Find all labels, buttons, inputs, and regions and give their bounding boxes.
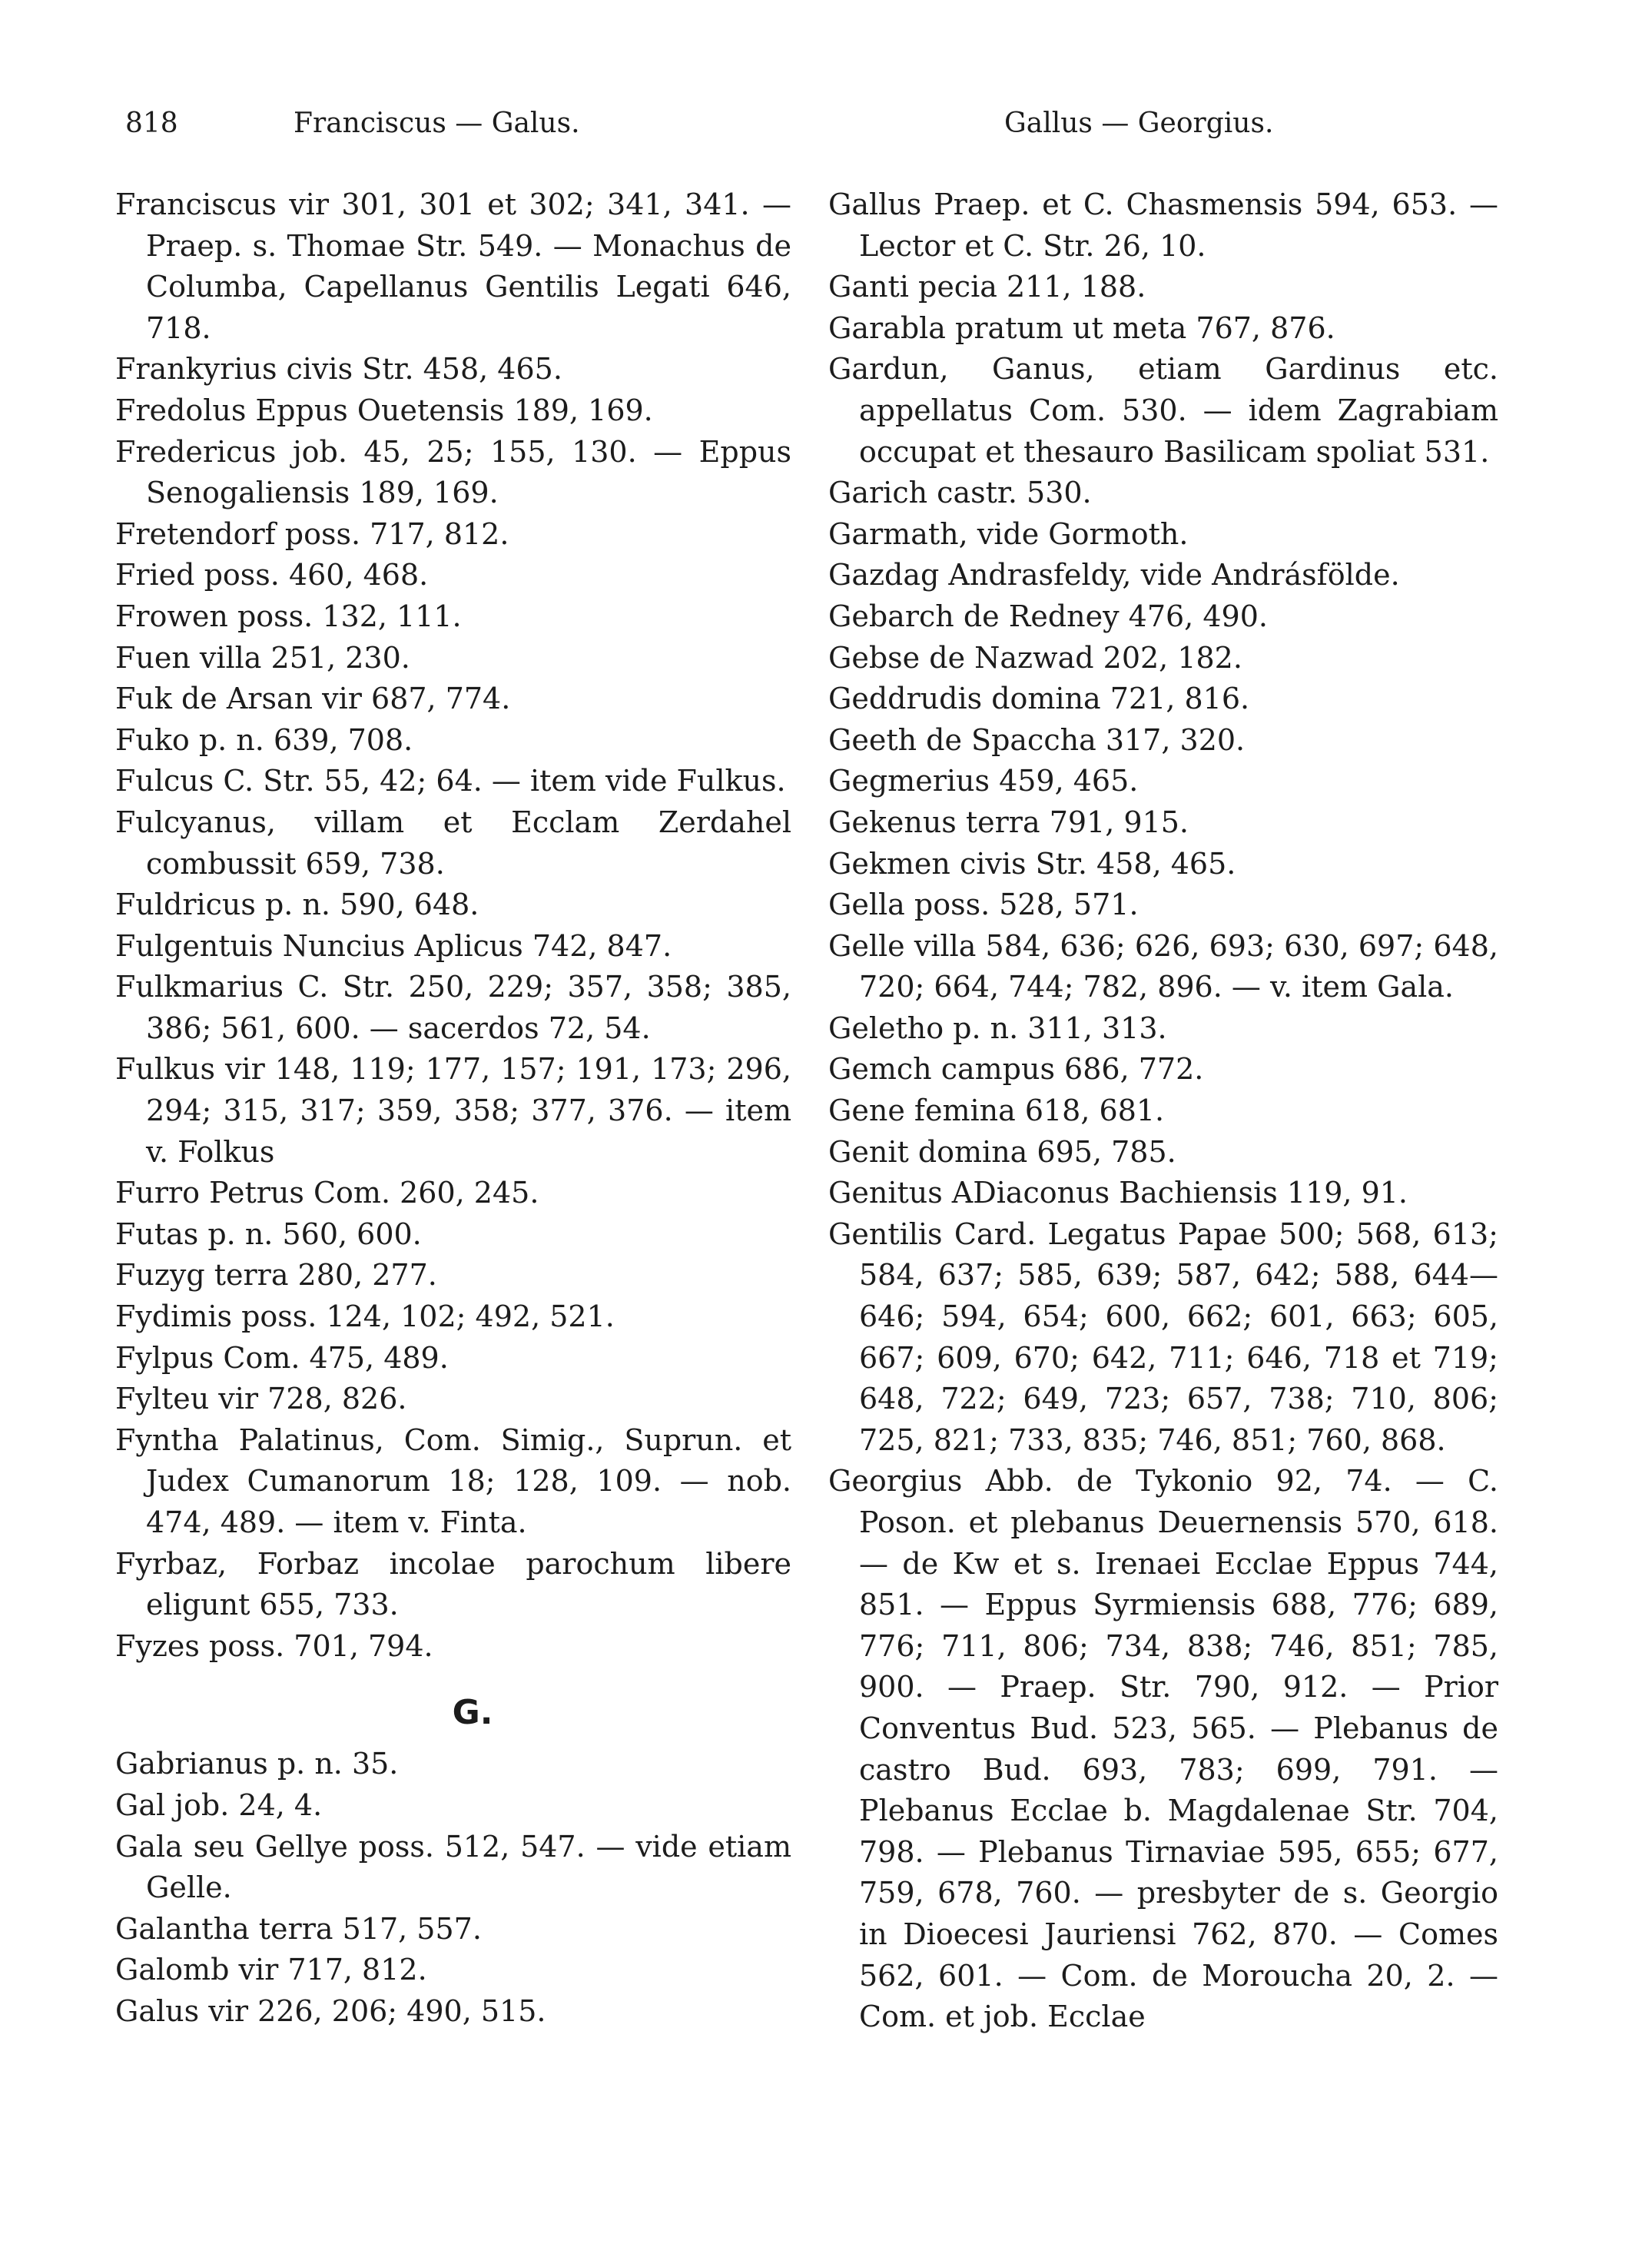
index-entry: Fulkus vir 148, 119; 177, 157; 191, 173; 296, 294; 315, 317; 359, 358; 377, 376. — item v. Folkus xyxy=(115,1052,791,1169)
section-letter-heading: G. xyxy=(452,1693,493,1733)
index-entry: Fuen villa 251, 230. xyxy=(115,640,410,675)
index-entry: Frankyrius civis Str. 458, 465. xyxy=(115,352,562,387)
index-entry: Fyrbaz, Forbaz incolae parochum libere eligunt 655, 733. xyxy=(115,1546,791,1622)
index-entry: Fredolus Eppus Ouetensis 189, 169. xyxy=(115,393,653,427)
left-column xyxy=(115,184,791,2033)
index-entry: Genitus ADiaconus Bachiensis 119, 91. xyxy=(828,1176,1408,1210)
index-entry: Gabrianus p. n. 35. xyxy=(115,1747,399,1781)
index-entry: Geddrudis domina 721, 816. xyxy=(828,682,1250,716)
index-entry: Gelle villa 584, 636; 626, 693; 630, 697; 648, 720; 664, 744; 782, 896. — v. item Gala. xyxy=(828,928,1498,1004)
index-entry: Georgius Abb. de Tykonio 92, 74. — C. Poson. et plebanus Deuernensis 570, 618. — de Kw et s. Irenaei Ecclae Eppus 744, 851. — Eppus Syrmiensis 688, 776; 689, 776; 711, 806; 734, 838; 746, 851; 785, 900. — Praep. Str. 790, 912. — Prior Conventus Bud. 523, 565. — Plebanus de castro Bud. 693, 783; 699, 791. — Plebanus Ecclae b. Magdalenae Str. 704, 798. — Plebanus Tirnaviae 595, 655; 677, 759, 678, 760. — presbyter de s. Georgio in Dioecesi Jauriensi 762, 870. — Comes 562, 601. — Com. de Moroucha 20, 2. — Com. et job. Ecclae xyxy=(828,1464,1498,2034)
right-entries xyxy=(828,184,1498,2038)
index-entry: Garabla pratum ut meta 767, 876. xyxy=(828,310,1335,345)
index-entry: Fuzyg terra 280, 277. xyxy=(115,1258,437,1293)
index-entry: Gazdag Andrasfeldy, vide Andrásfölde. xyxy=(828,558,1400,592)
index-entry: Gegmerius 459, 465. xyxy=(828,764,1139,798)
index-entry: Galomb vir 717, 812. xyxy=(115,1953,427,1987)
index-entry: Fuldricus p. n. 590, 648. xyxy=(115,888,479,922)
index-entry: Franciscus vir 301, 301 et 302; 341, 341. — Praep. s. Thomae Str. 549. — Monachus de Columba, Capellanus Gentilis Legati 646, 718. xyxy=(115,188,791,345)
index-entry: Fuk de Arsan vir 687, 774. xyxy=(115,682,511,716)
index-entry: Gekmen civis Str. 458, 465. xyxy=(828,846,1236,881)
index-entry: Furro Petrus Com. 260, 245. xyxy=(115,1176,539,1210)
index-entry: Fulgentuis Nuncius Aplicus 742, 847. xyxy=(115,928,672,963)
index-entry: Futas p. n. 560, 600. xyxy=(115,1216,422,1251)
left-entries-g xyxy=(115,1744,791,2032)
index-entry: Gentilis Card. Legatus Papae 500; 568, 613; 584, 637; 585, 639; 587, 642; 588, 644—646; 594, 654; 600, 662; 601, 663; 605, 667; 609, 670; 642, 711; 646, 718 et 719; 648, 722; 649, 723; 657, 738; 710, 806; 725, 821; 733, 835; 746, 851; 760, 868. xyxy=(828,1216,1498,1457)
index-entry: Fredericus job. 45, 25; 155, 130. — Eppus Senogaliensis 189, 169. xyxy=(115,434,791,510)
right-column xyxy=(828,184,1498,2038)
index-entry: Garich castr. 530. xyxy=(828,476,1092,510)
index-entry: Frowen poss. 132, 111. xyxy=(115,599,462,633)
index-entry: Gekenus terra 791, 915. xyxy=(828,805,1189,839)
index-entry: Gebse de Nazwad 202, 182. xyxy=(828,640,1242,675)
index-entry: Fuko p. n. 639, 708. xyxy=(115,722,413,757)
index-entry: Genit domina 695, 785. xyxy=(828,1134,1176,1169)
index-entry: Fyntha Palatinus, Com. Simig., Suprun. et Judex Cumanorum 18; 128, 109. — nob. 474, 489. — item v. Finta. xyxy=(115,1422,791,1539)
page-number: 818 xyxy=(125,108,178,139)
index-entry: Gardun, Ganus, etiam Gardinus etc. appellatus Com. 530. — idem Zagrabiam occupat et thesauro Basilicam spoliat 531. xyxy=(828,352,1498,469)
index-entry: Fried poss. 460, 468. xyxy=(115,558,429,592)
index-entry: Gene femina 618, 681. xyxy=(828,1094,1165,1128)
index-entry: Ganti pecia 211, 188. xyxy=(828,270,1146,304)
index-entry: Gal job. 24, 4. xyxy=(115,1787,323,1822)
left-entries-f xyxy=(115,184,791,1667)
index-entry: Fretendorf poss. 717, 812. xyxy=(115,516,509,551)
index-entry: Fylpus Com. 475, 489. xyxy=(115,1340,449,1375)
index-entry: Gemch campus 686, 772. xyxy=(828,1052,1204,1087)
index-entry: Galantha terra 517, 557. xyxy=(115,1911,482,1946)
index-entry: Gala seu Gellye poss. 512, 547. — vide etiam Gelle. xyxy=(115,1829,791,1905)
index-entry: Geeth de Spaccha 317, 320. xyxy=(828,722,1246,757)
index-entry: Geletho p. n. 311, 313. xyxy=(828,1011,1167,1045)
index-entry: Galus vir 226, 206; 490, 515. xyxy=(115,1993,546,2028)
index-entry: Fulkmarius C. Str. 250, 229; 357, 358; 385, 386; 561, 600. — sacerdos 72, 54. xyxy=(115,970,791,1045)
index-entry: Fulcus C. Str. 55, 42; 64. — item vide Fulkus. xyxy=(115,764,786,798)
index-entry: Fulcyanus, villam et Ecclam Zerdahel combussit 659, 738. xyxy=(115,805,791,881)
index-entry: Fyzes poss. 701, 794. xyxy=(115,1628,433,1663)
index-entry: Gallus Praep. et C. Chasmensis 594, 653. — Lector et C. Str. 26, 10. xyxy=(828,188,1498,263)
index-entry: Fylteu vir 728, 826. xyxy=(115,1382,407,1416)
index-entry: Gebarch de Redney 476, 490. xyxy=(828,599,1268,633)
index-entry: Fydimis poss. 124, 102; 492, 521. xyxy=(115,1299,615,1334)
index-entry: Gella poss. 528, 571. xyxy=(828,888,1139,922)
index-entry: Garmath, vide Gormoth. xyxy=(828,516,1189,551)
running-header-left: Franciscus — Galus. xyxy=(294,108,580,139)
running-header-right: Gallus — Georgius. xyxy=(1004,108,1274,139)
